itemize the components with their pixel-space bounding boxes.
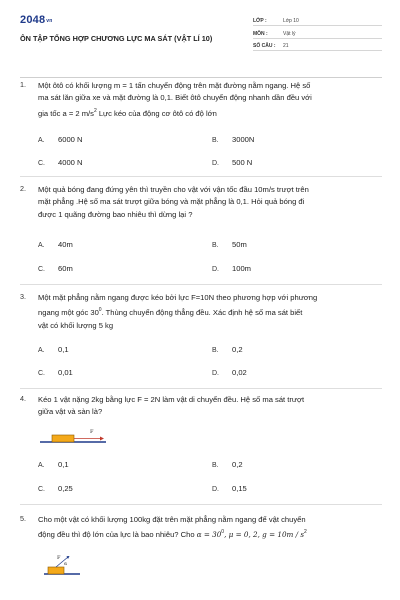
question-text: Cho một vật có khối lượng 100kg đặt trên mặt phẳng nằm ngang để vật chuyển động đều thì độ lớn của lực là bao nhiêu? Cho $\alpha = 30^0$, μ = 0, 2, $g = 10m / s^2$ [38, 515, 307, 540]
option-b[interactable]: B. 3000N [212, 135, 255, 144]
meta-value: Vật lý [283, 30, 296, 37]
question-divider [20, 388, 382, 389]
option-d[interactable]: D. 100m [212, 264, 251, 273]
option-a[interactable]: A. 0,1 [38, 460, 69, 469]
option-b[interactable]: B. 0,2 [212, 460, 243, 469]
block-shape [48, 567, 64, 574]
question-divider [20, 284, 382, 285]
meta-label: SỐ CÂU : [253, 43, 276, 49]
meta-value: 21 [283, 43, 289, 49]
worksheet-header [20, 14, 382, 64]
question-text: Một ôtô có khối lượng m = 1 tấn chuyển động trên mặt đường nằm ngang. Hệ số ma sát lăn giữa xe và mặt đường là 0,1. Biết ôtô chuyển động nhanh dần đều với gia tốc a = 2 $m/s^2$ Lực kéo của động cơ ôtô có độ lớn [38, 81, 312, 118]
meta-row-count [253, 39, 382, 51]
option-d[interactable]: D. 0,15 [212, 484, 247, 493]
meta-value: Lớp 10 [283, 18, 299, 24]
question-2 [20, 184, 382, 284]
option-d[interactable]: D. 500 N [212, 158, 253, 167]
brand-logo: 2048vn [20, 14, 53, 26]
header-divider [20, 77, 382, 78]
question-number: 2. [20, 184, 26, 193]
page-title: ÔN TẬP TỔNG HỢP CHƯƠNG LỰC MA SÁT (VẬT LÍ 10) [20, 34, 213, 43]
meta-row-subject [253, 27, 382, 39]
meta-block [253, 14, 382, 52]
question-1 [20, 80, 382, 180]
question-text: Một mặt phẳng nằm ngang được kéo bởi lực F=10N theo phương hợp với phương ngang một góc $30^0$. Thùng chuyển động thẳng đều. Xác định hệ số ma sát biết vật có khối lượng 5 kg [38, 293, 318, 330]
option-d[interactable]: D. 0,02 [212, 368, 247, 377]
angle-label: α [64, 562, 68, 567]
option-a[interactable]: A. 40m [38, 240, 73, 249]
option-a[interactable]: A. 6000 N [38, 135, 83, 144]
meta-row-class [253, 14, 382, 26]
force-label: F [90, 429, 94, 435]
question-divider [20, 176, 382, 177]
question-5 [20, 514, 382, 598]
question-text: Kéo 1 vật nặng 2kg bằng lực F = 2N làm vật di chuyển đều. Hệ số ma sát trượt giữa vật và sàn là? [38, 395, 305, 417]
question-number: 1. [20, 80, 26, 89]
option-a[interactable]: A. 0,1 [38, 345, 69, 354]
inclined-force-figure [42, 552, 82, 578]
option-b[interactable]: B. 0,2 [212, 345, 243, 354]
question-4 [20, 394, 382, 506]
option-c[interactable]: C. 4000 N [38, 158, 83, 167]
option-b[interactable]: B. 50m [212, 240, 247, 249]
arrow-head-icon [100, 437, 104, 441]
question-number: 5. [20, 514, 26, 523]
question-number: 4. [20, 394, 26, 403]
meta-label: MÔN : [253, 30, 268, 37]
block-force-figure [38, 426, 108, 446]
question-number: 3. [20, 292, 26, 301]
option-c[interactable]: C. 60m [38, 264, 73, 273]
force-label: F [57, 555, 61, 561]
question-3 [20, 292, 382, 392]
question-text: Một quả bóng đang đứng yên thì truyền cho vật với vận tốc đầu 10m/s trượt trên mặt phẳng .Hệ số ma sát trượt giữa bóng và mặt phẳng là 0,1. Hỏi quả bóng đi được 1 quãng đường bao nhiêu thì dừng lại ? [38, 185, 309, 219]
question-divider [20, 504, 382, 505]
option-c[interactable]: C. 0,01 [38, 368, 73, 377]
block-shape [52, 435, 74, 442]
option-c[interactable]: C. 0,25 [38, 484, 73, 493]
meta-label: LỚP : [253, 18, 267, 24]
